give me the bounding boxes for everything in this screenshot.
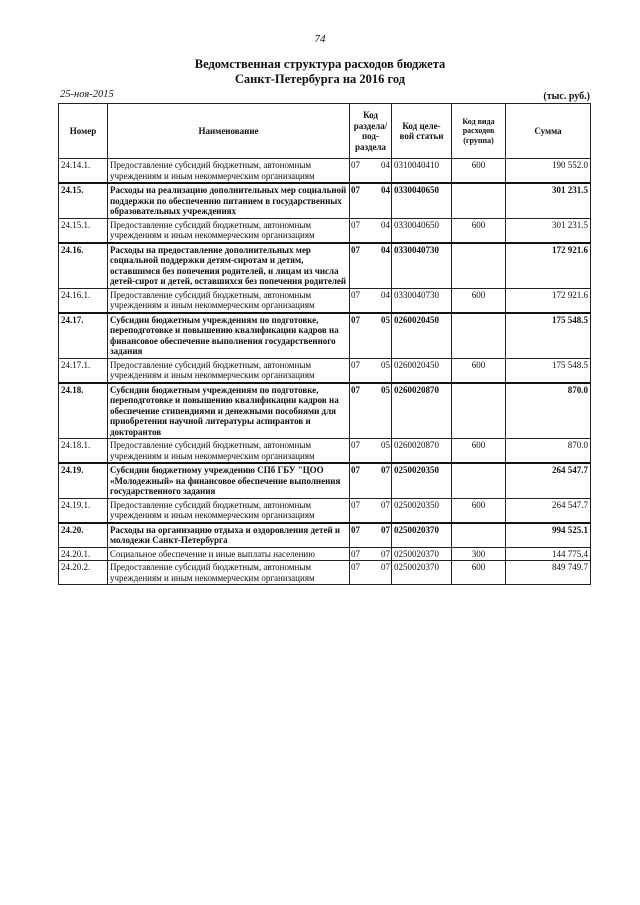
table-row <box>59 498 591 523</box>
row-section-code <box>350 313 392 359</box>
row-name: Расходы на реализацию дополнительных мер социальной поддержки по обеспечению питанием в государственных образовательных учреждениях <box>108 183 350 218</box>
row-section: 07 <box>351 160 360 170</box>
row-subsection: 05 <box>381 384 390 395</box>
row-expense-type: 600 <box>452 288 506 313</box>
row-expense-type: 600 <box>452 159 506 184</box>
row-section-code <box>350 463 392 498</box>
row-section-code <box>350 218 392 243</box>
row-number: 24.19.1. <box>59 498 108 523</box>
row-sum: 870.0 <box>506 439 591 464</box>
row-section: 07 <box>351 499 360 510</box>
header-section-code: Код раздела/ под- раздела <box>350 104 392 159</box>
header-expense-type: Код вида расходов (группа) <box>452 104 506 159</box>
row-section-code <box>350 288 392 313</box>
row-section: 07 <box>351 465 360 475</box>
row-number: 24.17. <box>59 313 108 359</box>
row-section-code <box>350 523 392 548</box>
row-expense-type <box>452 313 506 359</box>
row-expense-type: 600 <box>452 498 506 523</box>
row-target-code: 0330040730 <box>392 288 452 313</box>
page-number: 74 <box>314 33 326 45</box>
row-name: Предоставление субсидий бюджетным, автономным учреждениям и иным некоммерческим организациям <box>108 561 350 585</box>
row-section-code <box>350 547 392 561</box>
table-row <box>59 159 591 184</box>
row-number: 24.19. <box>59 463 108 498</box>
row-number: 24.15.1. <box>59 218 108 243</box>
row-sum: 870.0 <box>506 383 591 439</box>
row-sum: 994 525.1 <box>506 523 591 548</box>
document-date: 25-ноя-2015 <box>60 89 114 100</box>
row-sum: 175 548.5 <box>506 358 591 383</box>
row-section: 07 <box>351 359 360 370</box>
row-subsection: 05 <box>381 359 390 370</box>
row-expense-type <box>452 183 506 218</box>
row-name: Предоставление субсидий бюджетным, автономным учреждениям и иным некоммерческим организациям <box>108 288 350 313</box>
row-section: 07 <box>351 219 360 230</box>
row-section: 07 <box>351 314 360 325</box>
row-number: 24.20.2. <box>59 561 108 585</box>
table-row <box>59 463 591 498</box>
row-number: 24.17.1. <box>59 358 108 383</box>
row-target-code: 0330040650 <box>392 183 452 218</box>
row-section-code <box>350 498 392 523</box>
row-sum: 172 921.6 <box>506 288 591 313</box>
row-name: Расходы на организацию отдыха и оздоровления детей и молодежи Санкт-Петербурга <box>108 523 350 548</box>
row-sum: 175 548.5 <box>506 313 591 359</box>
row-number: 24.18. <box>59 383 108 439</box>
row-number: 24.15. <box>59 183 108 218</box>
row-expense-type: 300 <box>452 547 506 561</box>
row-expense-type <box>452 383 506 439</box>
row-section: 07 <box>351 548 360 559</box>
units-label: (тыс. руб.) <box>543 91 590 102</box>
row-section: 07 <box>351 384 360 395</box>
row-expense-type: 600 <box>452 218 506 243</box>
table-row <box>59 561 591 585</box>
header-number: Номер <box>59 104 108 159</box>
row-target-code: 0310040410 <box>392 159 452 184</box>
row-subsection: 04 <box>381 219 390 230</box>
row-target-code: 0260020450 <box>392 313 452 359</box>
table-row <box>59 439 591 464</box>
row-sum: 264 547.7 <box>506 463 591 498</box>
header-name: Наименование <box>108 104 350 159</box>
row-subsection: 07 <box>381 524 390 535</box>
row-target-code: 0330040650 <box>392 218 452 243</box>
row-target-code: 0260020870 <box>392 439 452 464</box>
row-name: Предоставление субсидий бюджетным, автономным учреждениям и иным некоммерческим организациям <box>108 498 350 523</box>
row-subsection: 04 <box>381 160 390 170</box>
table-row <box>59 383 591 439</box>
row-target-code: 0260020450 <box>392 358 452 383</box>
row-target-code: 0250020350 <box>392 463 452 498</box>
row-name: Предоставление субсидий бюджетным, автономным учреждениям и иным некоммерческим организациям <box>108 439 350 464</box>
row-target-code: 0250020370 <box>392 523 452 548</box>
row-sum: 264 547.7 <box>506 498 591 523</box>
table-row <box>59 183 591 218</box>
row-sum: 849 749.7 <box>506 561 591 585</box>
row-section: 07 <box>351 289 360 300</box>
table-row <box>59 313 591 359</box>
row-sum: 301 231.5 <box>506 183 591 218</box>
table-body <box>59 159 591 585</box>
header-target-code: Код целе- вой статьи <box>392 104 452 159</box>
row-subsection: 07 <box>381 465 390 475</box>
row-name: Предоставление субсидий бюджетным, автономным учреждениям и иным некоммерческим организациям <box>108 358 350 383</box>
row-name: Социальное обеспечение и иные выплаты населению <box>108 547 350 561</box>
row-expense-type: 600 <box>452 439 506 464</box>
row-expense-type: 600 <box>452 561 506 585</box>
row-target-code: 0250020370 <box>392 547 452 561</box>
row-target-code: 0250020370 <box>392 561 452 585</box>
row-number: 24.16.1. <box>59 288 108 313</box>
row-number: 24.18.1. <box>59 439 108 464</box>
row-expense-type <box>452 523 506 548</box>
header-sum: Сумма <box>506 104 591 159</box>
table-row <box>59 358 591 383</box>
row-name: Расходы на предоставление дополнительных мер социальной поддержки детям-сиротам и детям, оставшимся без попечения родителей, и лицам из числа детей-сирот и детей, оставшихся без попечения родителей <box>108 243 350 289</box>
row-target-code: 0330040730 <box>392 243 452 289</box>
table-row <box>59 218 591 243</box>
title-line-2: Санкт-Петербурга на 2016 год <box>234 72 406 86</box>
row-number: 24.20. <box>59 523 108 548</box>
row-section-code <box>350 243 392 289</box>
row-sum: 172 921.6 <box>506 243 591 289</box>
row-number: 24.14.1. <box>59 159 108 184</box>
row-section-code <box>350 439 392 464</box>
row-name: Субсидии бюджетному учреждению СПб ГБУ "ЦОО «Молодежный» на финансовое обеспечение выполнения государственного задания <box>108 463 350 498</box>
title-line-1: Ведомственная структура расходов бюджета <box>194 57 446 71</box>
row-subsection: 04 <box>381 185 390 195</box>
row-subsection: 07 <box>381 562 390 572</box>
row-subsection: 05 <box>381 440 390 450</box>
row-number: 24.16. <box>59 243 108 289</box>
row-section-code <box>350 383 392 439</box>
row-subsection: 04 <box>381 289 390 300</box>
row-section-code <box>350 358 392 383</box>
row-section: 07 <box>351 440 360 450</box>
table-row <box>59 288 591 313</box>
row-section: 07 <box>351 562 360 572</box>
row-name: Субсидии бюджетным учреждениям по подготовке, переподготовке и повышению квалификации кадров на обеспечение стипендиями и денежными пособиями для приобретения научной литературы аспирантов и докторантов <box>108 383 350 439</box>
row-section: 07 <box>351 244 360 255</box>
row-target-code: 0260020870 <box>392 383 452 439</box>
row-expense-type <box>452 463 506 498</box>
row-expense-type: 600 <box>452 358 506 383</box>
row-sum: 144 775.4 <box>506 547 591 561</box>
row-subsection: 05 <box>381 314 390 325</box>
row-sum: 301 231.5 <box>506 218 591 243</box>
row-section-code <box>350 561 392 585</box>
row-name: Предоставление субсидий бюджетным, автономным учреждениям и иным некоммерческим организациям <box>108 159 350 184</box>
budget-table <box>58 103 591 585</box>
row-section: 07 <box>351 524 360 535</box>
table-row <box>59 547 591 561</box>
row-target-code: 0250020350 <box>392 498 452 523</box>
row-section-code <box>350 183 392 218</box>
row-subsection: 07 <box>381 499 390 510</box>
table-row <box>59 523 591 548</box>
document-title <box>0 57 640 87</box>
row-name: Субсидии бюджетным учреждениям по подготовке, переподготовке и повышению квалификации кадров на финансовое обеспечение выполнения государственного задания <box>108 313 350 359</box>
row-subsection: 04 <box>381 244 390 255</box>
table-row <box>59 243 591 289</box>
row-name: Предоставление субсидий бюджетным, автономным учреждениям и иным некоммерческим организациям <box>108 218 350 243</box>
row-section-code <box>350 159 392 184</box>
row-sum: 190 552.0 <box>506 159 591 184</box>
row-number: 24.20.1. <box>59 547 108 561</box>
row-expense-type <box>452 243 506 289</box>
row-subsection: 07 <box>381 548 390 559</box>
row-section: 07 <box>351 185 360 195</box>
